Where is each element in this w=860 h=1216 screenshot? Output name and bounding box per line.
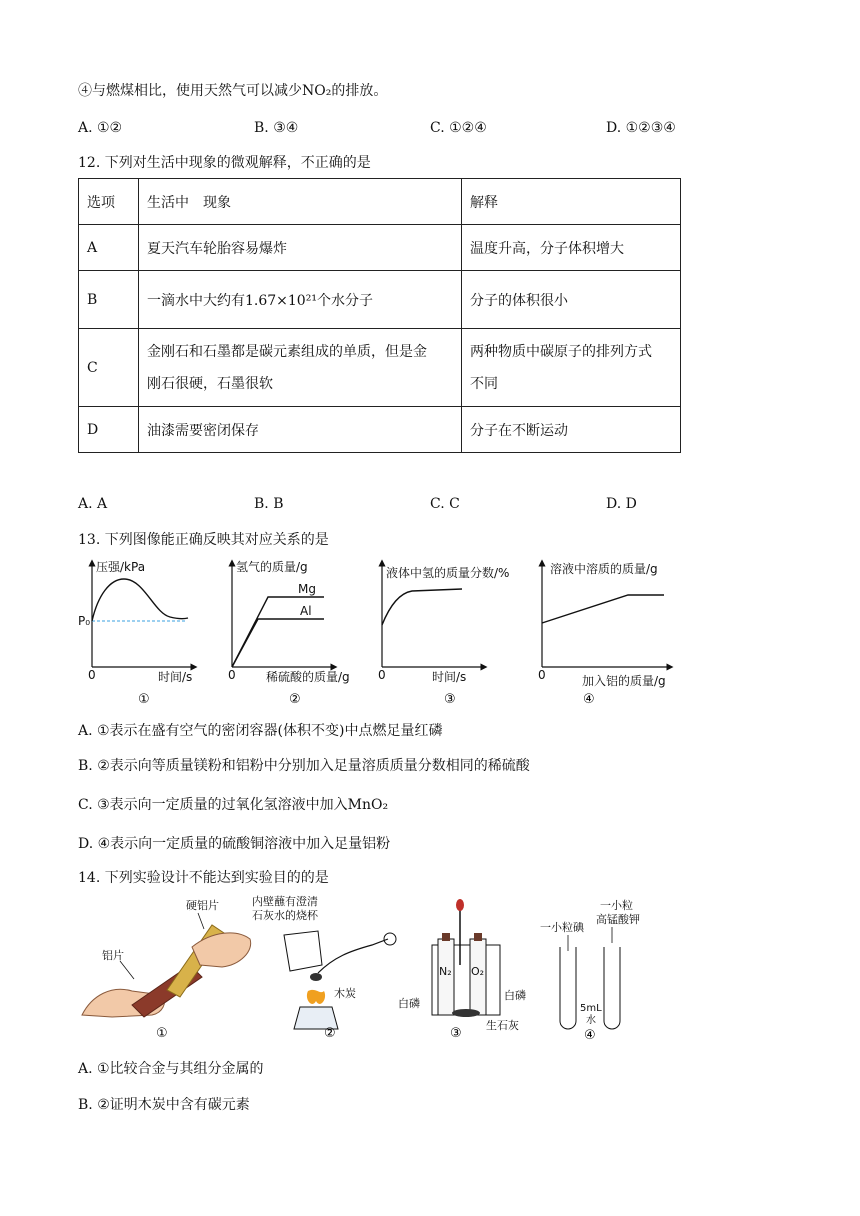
solute-line: [542, 595, 664, 623]
q12-option-c: C. C: [430, 496, 460, 512]
q13-option-d: D. ④表示向一定质量的硫酸铜溶液中加入足量铝粉: [78, 836, 391, 852]
table-row: [79, 271, 681, 329]
graph-3-ylabel: 液体中氢的质量分数/%: [386, 566, 510, 580]
figure-3-label-n2: N₂: [439, 965, 452, 978]
table-header-cell: 解释: [462, 179, 681, 225]
graph-1-p0: P₀: [78, 614, 91, 628]
quicklime: [452, 1009, 480, 1017]
figure-4-label-a: 一小粒碘: [540, 921, 584, 934]
q13-option-a: A. ①表示在盛有空气的密闭容器(体积不变)中点燃足量红磷: [78, 723, 443, 739]
figure-4-label-c2: 水: [586, 1015, 596, 1026]
table-cell: [139, 329, 462, 407]
table-cell: 分子的体积很小: [462, 271, 681, 329]
table-cell: [462, 329, 681, 407]
q12-stem: 12. 下列对生活中现象的微观解释，不正确的是: [78, 155, 371, 171]
figure-2-label-b: 木炭: [334, 987, 356, 1000]
table-header-cell: 选项: [79, 179, 139, 225]
series-label: Mg: [298, 582, 316, 596]
figure-4-number: ④: [584, 1028, 596, 1043]
table-cell: 一滴水中大约有1.67×10²¹个水分子: [139, 271, 462, 329]
table-cell: 分子在不断运动: [462, 407, 681, 453]
table-cell: 夏天汽车轮胎容易爆炸: [139, 225, 462, 271]
hand-right: [192, 933, 251, 967]
graph-4-xlabel: 加入铝的质量/g: [582, 674, 666, 688]
figure-3-label-o2: O₂: [471, 965, 485, 978]
beaker: [284, 931, 322, 971]
charcoal: [310, 973, 322, 981]
table-row: [79, 225, 681, 271]
graph-1-xlabel: 时间/s: [158, 670, 193, 684]
graph-2-number: ②: [289, 692, 301, 707]
flame: [307, 990, 325, 1004]
graph-3: [378, 563, 509, 707]
series-line: [232, 619, 324, 667]
graph-2: [228, 559, 350, 707]
q13-graphs: [70, 555, 690, 710]
test-tube-right: [604, 947, 620, 1029]
graph-4: [538, 561, 670, 707]
q12-option-a: A. A: [78, 496, 108, 512]
figure-3-label-right: 白磷: [504, 989, 526, 1002]
figure-1-number: ①: [156, 1026, 168, 1041]
figure-3-number: ③: [450, 1026, 462, 1041]
figure-1-label-b: 铝片: [102, 949, 124, 962]
table-row: [79, 407, 681, 453]
test-tube-left: [560, 947, 576, 1029]
q14-figures: [72, 895, 692, 1045]
q14-option-a: A. ①比较合金与其组分金属的: [78, 1061, 264, 1077]
graph-2-ylabel: 氢气的质量/g: [236, 560, 308, 574]
figure-4: [540, 898, 640, 1043]
graph-2-xlabel: 稀硫酸的质量/g: [266, 670, 350, 684]
table-row: [79, 179, 681, 225]
q12-option-d: D. D: [606, 496, 637, 512]
table-cell: 温度升高，分子体积增大: [462, 225, 681, 271]
graph-1-origin: 0: [88, 668, 96, 682]
figure-3-label-bottom: 生石灰: [486, 1019, 519, 1032]
series-label: Al: [300, 604, 312, 618]
table-cell: D: [79, 407, 139, 453]
cell-line: 刚石很硬，石墨很软: [147, 375, 273, 392]
q14-option-b: B. ②证明木炭中含有碳元素: [78, 1097, 250, 1113]
q11-option-a: A. ①②: [78, 120, 123, 136]
cell-line: 不同: [470, 375, 498, 392]
figure-1: [82, 898, 251, 1041]
tongs: [318, 939, 388, 973]
table-row: [79, 329, 681, 407]
graph-1: [78, 560, 194, 707]
pressure-curve: [92, 579, 188, 621]
table-header-cell: 生活中 现象: [139, 179, 462, 225]
graph-1-number: ①: [138, 692, 150, 707]
figure-2-label-a1: 内壁蘸有澄清: [252, 895, 318, 908]
table-cell: B: [79, 271, 139, 329]
figure-4-label-b1: 一小粒: [600, 899, 633, 912]
cell-line: 金刚石和石墨都是碳元素组成的单质，但是金: [147, 343, 427, 360]
q11-option-d: D. ①②③④: [606, 120, 676, 136]
cell-line: 两种物质中碳原子的排列方式: [470, 343, 652, 360]
figure-2-number: ②: [324, 1026, 336, 1041]
fraction-curve: [382, 589, 462, 625]
figure-3-label-left: 白磷: [398, 997, 420, 1010]
q13-option-c: C. ③表示向一定质量的过氧化氢溶液中加入MnO₂: [78, 797, 389, 813]
graph-3-origin: 0: [378, 668, 386, 682]
figure-3: [398, 899, 526, 1041]
graph-3-number: ③: [444, 692, 456, 707]
figure-1-label-a: 硬铝片: [186, 899, 219, 912]
figure-2-label-a2: 石灰水的烧杯: [252, 909, 318, 922]
q12-option-b: B. B: [254, 496, 284, 512]
q11-option-b: B. ③④: [254, 120, 299, 136]
table-cell: A: [79, 225, 139, 271]
figure-4-label-c1: 5mL: [580, 1003, 602, 1014]
graph-3-xlabel: 时间/s: [432, 670, 467, 684]
q11-item4: ④与燃煤相比，使用天然气可以减少NO₂的排放。: [78, 83, 388, 99]
table-cell: C: [79, 329, 139, 407]
graph-1-ylabel: 压强/kPa: [96, 560, 146, 574]
graph-2-origin: 0: [228, 668, 236, 682]
graph-4-ylabel: 溶液中溶质的质量/g: [550, 562, 658, 576]
table-cell: 油漆需要密闭保存: [139, 407, 462, 453]
graph-4-number: ④: [583, 692, 595, 707]
q13-stem: 13. 下列图像能正确反映其对应关系的是: [78, 532, 329, 548]
q14-stem: 14. 下列实验设计不能达到实验目的的是: [78, 870, 329, 886]
figure-4-label-b2: 高锰酸钾: [596, 913, 640, 926]
q13-option-b: B. ②表示向等质量镁粉和铝粉中分别加入足量溶质质量分数相同的稀硫酸: [78, 758, 530, 774]
q11-option-c: C. ①②④: [430, 120, 487, 136]
graph-4-origin: 0: [538, 668, 546, 682]
q12-table: [78, 178, 681, 453]
figure-2: [252, 895, 396, 1041]
